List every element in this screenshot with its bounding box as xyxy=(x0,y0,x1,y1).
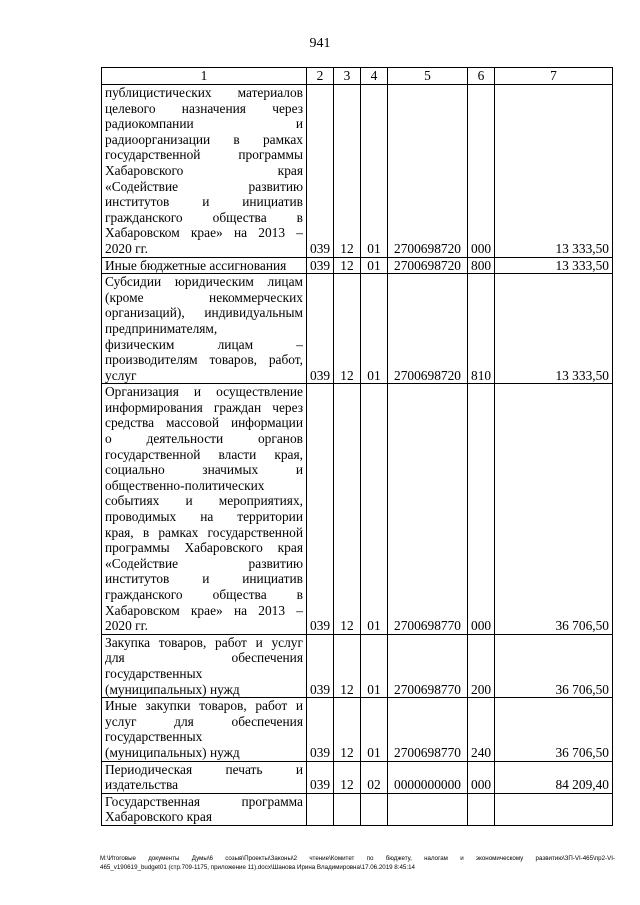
target-article-cell: 2700698770 xyxy=(388,698,468,761)
description-line: событиях и мероприятиях, xyxy=(105,493,303,509)
description-line: производителям товаров, работ, xyxy=(105,352,303,368)
amount-cell: 36 706,50 xyxy=(495,698,613,761)
row-description xyxy=(102,274,307,384)
table-row xyxy=(102,274,613,384)
chapter-code-cell: 039 xyxy=(307,384,334,635)
amount-cell: 13 333,50 xyxy=(495,85,613,258)
description-line: институтов и инициатив xyxy=(105,571,303,587)
table-row xyxy=(102,761,613,793)
header-row xyxy=(102,68,613,85)
description-line: для обеспечения xyxy=(105,650,303,666)
page-number: 941 xyxy=(309,36,331,51)
row-description xyxy=(102,698,307,761)
description-line: «Содействие развитию xyxy=(105,555,303,571)
description-line: средства массовой информации xyxy=(105,415,303,431)
chapter-code-cell: 039 xyxy=(307,634,334,697)
target-article-cell xyxy=(388,793,468,825)
subsection-code-cell: 01 xyxy=(361,698,388,761)
target-article-cell: 2700698770 xyxy=(388,384,468,635)
row-description xyxy=(102,384,307,635)
description-line: программы Хабаровского края xyxy=(105,540,303,556)
description-line: Хабаровском крае» на 2013 – xyxy=(105,225,303,241)
description-line: издательства xyxy=(105,777,179,793)
description-line: Иные закупки товаров, работ и xyxy=(105,698,303,714)
expense-type-cell: 000 xyxy=(468,384,495,635)
expense-type-cell: 810 xyxy=(468,274,495,384)
budget-table xyxy=(101,67,613,826)
expense-type-cell: 200 xyxy=(468,634,495,697)
table-row xyxy=(102,384,613,635)
section-code-cell: 12 xyxy=(334,85,361,258)
description-line: (кроме некоммерческих xyxy=(105,289,303,305)
table-row xyxy=(102,257,613,274)
subsection-code-cell xyxy=(361,793,388,825)
chapter-code-cell: 039 xyxy=(307,85,334,258)
table-row xyxy=(102,85,613,258)
target-article-cell: 2700698770 xyxy=(388,634,468,697)
table-row xyxy=(102,634,613,697)
description-line: Хабаровского края xyxy=(105,809,212,825)
file-path-footer xyxy=(100,854,615,872)
description-line: государственных xyxy=(105,729,203,745)
expense-type-cell xyxy=(468,793,495,825)
amount-cell: 36 706,50 xyxy=(495,634,613,697)
description-line: (муниципальных) нужд xyxy=(105,681,240,697)
amount-cell: 13 333,50 xyxy=(495,274,613,384)
expense-type-cell: 240 xyxy=(468,698,495,761)
section-code-cell: 12 xyxy=(334,761,361,793)
section-code-cell: 12 xyxy=(334,257,361,274)
description-line: гражданского общества в xyxy=(105,209,303,225)
description-line: услуг для обеспечения xyxy=(105,713,303,729)
subsection-code-cell: 01 xyxy=(361,384,388,635)
description-line: Государственная программа xyxy=(105,793,303,809)
subsection-code-cell: 02 xyxy=(361,761,388,793)
table-row xyxy=(102,793,613,825)
description-line: края, в рамках государственной xyxy=(105,524,303,540)
amount-cell: 13 333,50 xyxy=(495,257,613,274)
expense-type-cell: 000 xyxy=(468,85,495,258)
footer-line: 465_v190619_budget01 (стр.709-1175, приложение 11).docx\Шанова Ирина Владимировна\17.06.2019 8:45:14 xyxy=(100,864,415,871)
description-line: Закупка товаров, работ и услуг xyxy=(105,634,303,650)
header-cell: 4 xyxy=(361,68,388,85)
target-article-cell: 2700698720 xyxy=(388,274,468,384)
description-line: 2020 гг. xyxy=(105,240,148,256)
description-line: (муниципальных) нужд xyxy=(105,744,240,760)
row-description xyxy=(102,257,307,274)
table-row xyxy=(102,698,613,761)
target-article-cell: 2700698720 xyxy=(388,85,468,258)
expense-type-cell: 800 xyxy=(468,257,495,274)
header-cell: 3 xyxy=(334,68,361,85)
amount-cell xyxy=(495,793,613,825)
section-code-cell: 12 xyxy=(334,698,361,761)
description-line: организаций), индивидуальным xyxy=(105,305,303,321)
description-line: гражданского общества в xyxy=(105,587,303,602)
description-line: Иные бюджетные ассигнования xyxy=(105,257,287,273)
section-code-cell: 12 xyxy=(334,384,361,635)
description-line: Хабаровском крае» на 2013 – xyxy=(105,602,303,618)
amount-cell: 36 706,50 xyxy=(495,384,613,635)
header-cell: 6 xyxy=(468,68,495,85)
description-line: радиоорганизации в рамках xyxy=(105,131,303,147)
description-line: публицистических материалов xyxy=(105,85,303,100)
description-line: о деятельности органов xyxy=(105,431,303,447)
row-description xyxy=(102,85,307,258)
header-cell: 5 xyxy=(388,68,468,85)
description-line: физическим лицам – xyxy=(105,336,303,352)
description-line: Организация и осуществление xyxy=(105,384,303,400)
description-line: услуг xyxy=(105,367,137,383)
description-line: государственной власти края, xyxy=(105,446,303,462)
header-cell: 7 xyxy=(495,68,613,85)
subsection-code-cell: 01 xyxy=(361,85,388,258)
description-line: государственных xyxy=(105,665,203,681)
header-cell: 2 xyxy=(307,68,334,85)
chapter-code-cell: 039 xyxy=(307,274,334,384)
row-description xyxy=(102,761,307,793)
subsection-code-cell: 01 xyxy=(361,634,388,697)
description-line: радиокомпании и xyxy=(105,116,303,132)
target-article-cell: 0000000000 xyxy=(388,761,468,793)
chapter-code-cell: 039 xyxy=(307,698,334,761)
description-line: информирования граждан через xyxy=(105,399,303,415)
description-line: общественно-политических xyxy=(105,477,265,493)
description-line: Хабаровского края xyxy=(105,162,303,178)
subsection-code-cell: 01 xyxy=(361,274,388,384)
description-line: предпринимателям, xyxy=(105,320,218,336)
target-article-cell: 2700698720 xyxy=(388,257,468,274)
description-line: проводимых на территории xyxy=(105,509,303,525)
description-line: Периодическая печать и xyxy=(105,761,303,777)
description-line: государственной программы xyxy=(105,147,303,163)
row-description xyxy=(102,634,307,697)
section-code-cell xyxy=(334,793,361,825)
description-line: Субсидии юридическим лицам xyxy=(105,274,303,290)
description-line: институтов и инициатив xyxy=(105,194,303,210)
chapter-code-cell xyxy=(307,793,334,825)
description-line: «Содействие развитию xyxy=(105,178,303,194)
section-code-cell: 12 xyxy=(334,274,361,384)
description-line: 2020 гг. xyxy=(105,618,148,634)
subsection-code-cell: 01 xyxy=(361,257,388,274)
header-cell: 1 xyxy=(102,68,307,85)
amount-cell: 84 209,40 xyxy=(495,761,613,793)
description-line: социально значимых и xyxy=(105,462,303,478)
row-description xyxy=(102,793,307,825)
section-code-cell: 12 xyxy=(334,634,361,697)
chapter-code-cell: 039 xyxy=(307,257,334,274)
description-line: целевого назначения через xyxy=(105,100,303,116)
chapter-code-cell: 039 xyxy=(307,761,334,793)
expense-type-cell: 000 xyxy=(468,761,495,793)
footer-line: M:\Итоговые документы Думы\6 созыв\Проекты\Законы\2 чтение\Комитет по бюджету, налогам и экономическому развитию\ЗП-VI-465\пр2-VI- xyxy=(100,855,615,862)
